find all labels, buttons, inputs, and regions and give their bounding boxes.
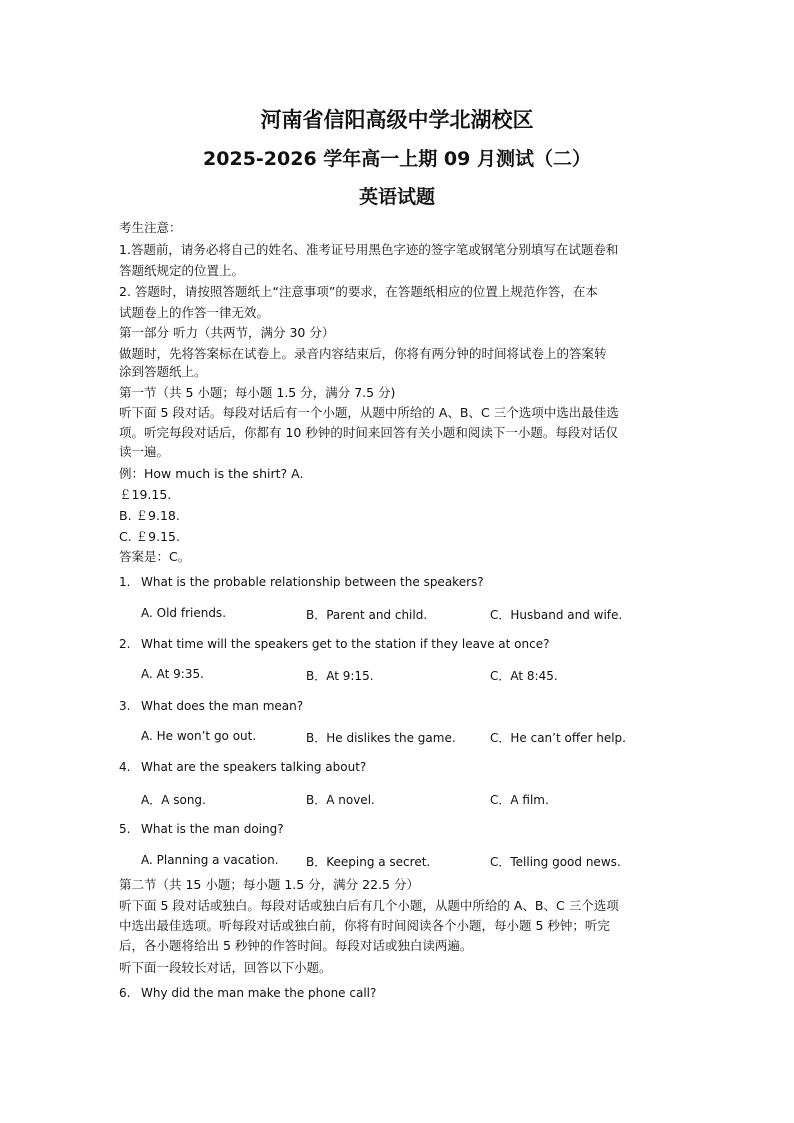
q2-option-b: B．At 9:15. — [306, 669, 374, 683]
section1-heading: 第一节（共 5 小题；每小题 1.5 分，满分 7.5 分) — [119, 385, 396, 400]
example-option-a: ￡19.15. — [119, 487, 172, 502]
question-5 — [119, 822, 284, 836]
q4-option-b: B．A novel. — [306, 793, 375, 807]
section1-instr-line2: 项。听完每段对话后，你都有 10 秒钟的时间来回答有关小题和阅读下一小题。每段对话仅 — [119, 425, 618, 440]
q5-option-b: B．Keeping a secret. — [306, 855, 431, 869]
part1-instr-line2: 涂到答题纸上。 — [119, 364, 207, 379]
section1-instr-line3: 读一遍。 — [119, 444, 170, 459]
question-number: 2. — [119, 637, 131, 651]
example-option-b: B. ￡9.18. — [119, 508, 180, 523]
q4-option-c: C．A film. — [490, 793, 549, 807]
school-title: 河南省信阳高级中学北湖校区 — [260, 108, 534, 132]
q4-option-a: A．A song. — [141, 793, 206, 807]
question-text: What is the man doing? — [141, 822, 284, 836]
section2-instr-line1: 听下面 5 段对话或独白。每段对话或独白后有几个小题，从题中所给的 A、B、C 三个选项 — [119, 898, 619, 913]
notice-item2-line2: 试题卷上的作答一律无效。 — [119, 305, 270, 320]
q1-option-a: A. Old friends. — [141, 606, 227, 620]
section2-instr-line3: 后，各小题将给出 5 秒钟的作答时间。每段对话或独白读两遍。 — [119, 938, 473, 953]
notice-item2-line1: 2. 答题时，请按照答题纸上“注意事项”的要求，在答题纸相应的位置上规范作答，在本 — [119, 284, 598, 299]
question-6 — [119, 986, 376, 1000]
section1-instr-line1: 听下面 5 段对话。每段对话后有一个小题，从题中所给的 A、B、C 三个选项中选出最佳选 — [119, 405, 619, 420]
question-4 — [119, 760, 366, 774]
section2-instr-line2: 中选出最佳选项。听每段对话或独白前，你将有时间阅读各个小题，每小题 5 秒钟；听完 — [119, 918, 610, 933]
question-number: 1. — [119, 575, 131, 589]
section2-heading: 第二节（共 15 小题；每小题 1.5 分，满分 22.5 分） — [119, 877, 419, 892]
section2-instr-line4: 听下面一段较长对话，回答以下小题。 — [119, 960, 332, 975]
question-1 — [119, 575, 484, 589]
question-text: What does the man mean? — [141, 699, 304, 713]
question-2 — [119, 637, 549, 651]
q1-option-c: C．Husband and wife. — [490, 608, 623, 622]
q1-option-b: B．Parent and child. — [306, 608, 428, 622]
exam-title: 2025-2026 学年高一上期 09 月测试（二） — [203, 148, 591, 170]
q5-option-c: C．Telling good news. — [490, 855, 621, 869]
q5-option-a: A. Planning a vacation. — [141, 853, 279, 867]
notice-heading: 考生注意： — [119, 220, 182, 235]
question-number: 5. — [119, 822, 131, 836]
q3-option-c: C．He can’t offer help. — [490, 731, 626, 745]
q2-option-c: C．At 8:45. — [490, 669, 558, 683]
example-answer: 答案是：C。 — [119, 549, 191, 564]
subject-title: 英语试题 — [358, 186, 435, 208]
example-question: 例：How much is the shirt? A. — [119, 466, 304, 481]
notice-item1-line2: 答题纸规定的位置上。 — [119, 263, 245, 278]
question-number: 3. — [119, 699, 131, 713]
q3-option-b: B．He dislikes the game. — [306, 731, 456, 745]
question-text: Why did the man make the phone call? — [141, 986, 377, 1000]
notice-item1-line1: 1.答题前，请务必将自己的姓名、准考证号用黑色字迹的签字笔或钢笔分别填写在试题卷和 — [119, 242, 619, 257]
question-number: 6. — [119, 986, 131, 1000]
example-option-c: C. ￡9.15. — [119, 529, 180, 544]
question-text: What are the speakers talking about? — [141, 760, 367, 774]
question-number: 4. — [119, 760, 131, 774]
q2-option-a: A. At 9:35. — [141, 667, 204, 681]
question-text: What time will the speakers get to the station if they leave at once? — [141, 637, 550, 651]
q3-option-a: A. He won’t go out. — [141, 729, 257, 743]
question-3 — [119, 699, 303, 713]
question-text: What is the probable relationship between the speakers? — [141, 575, 484, 589]
part1-heading: 第一部分 听力（共两节，满分 30 分） — [119, 325, 335, 340]
part1-instr-line1: 做题时，先将答案标在试卷上。录音内容结束后，你将有两分钟的时间将试卷上的答案转 — [119, 346, 607, 361]
